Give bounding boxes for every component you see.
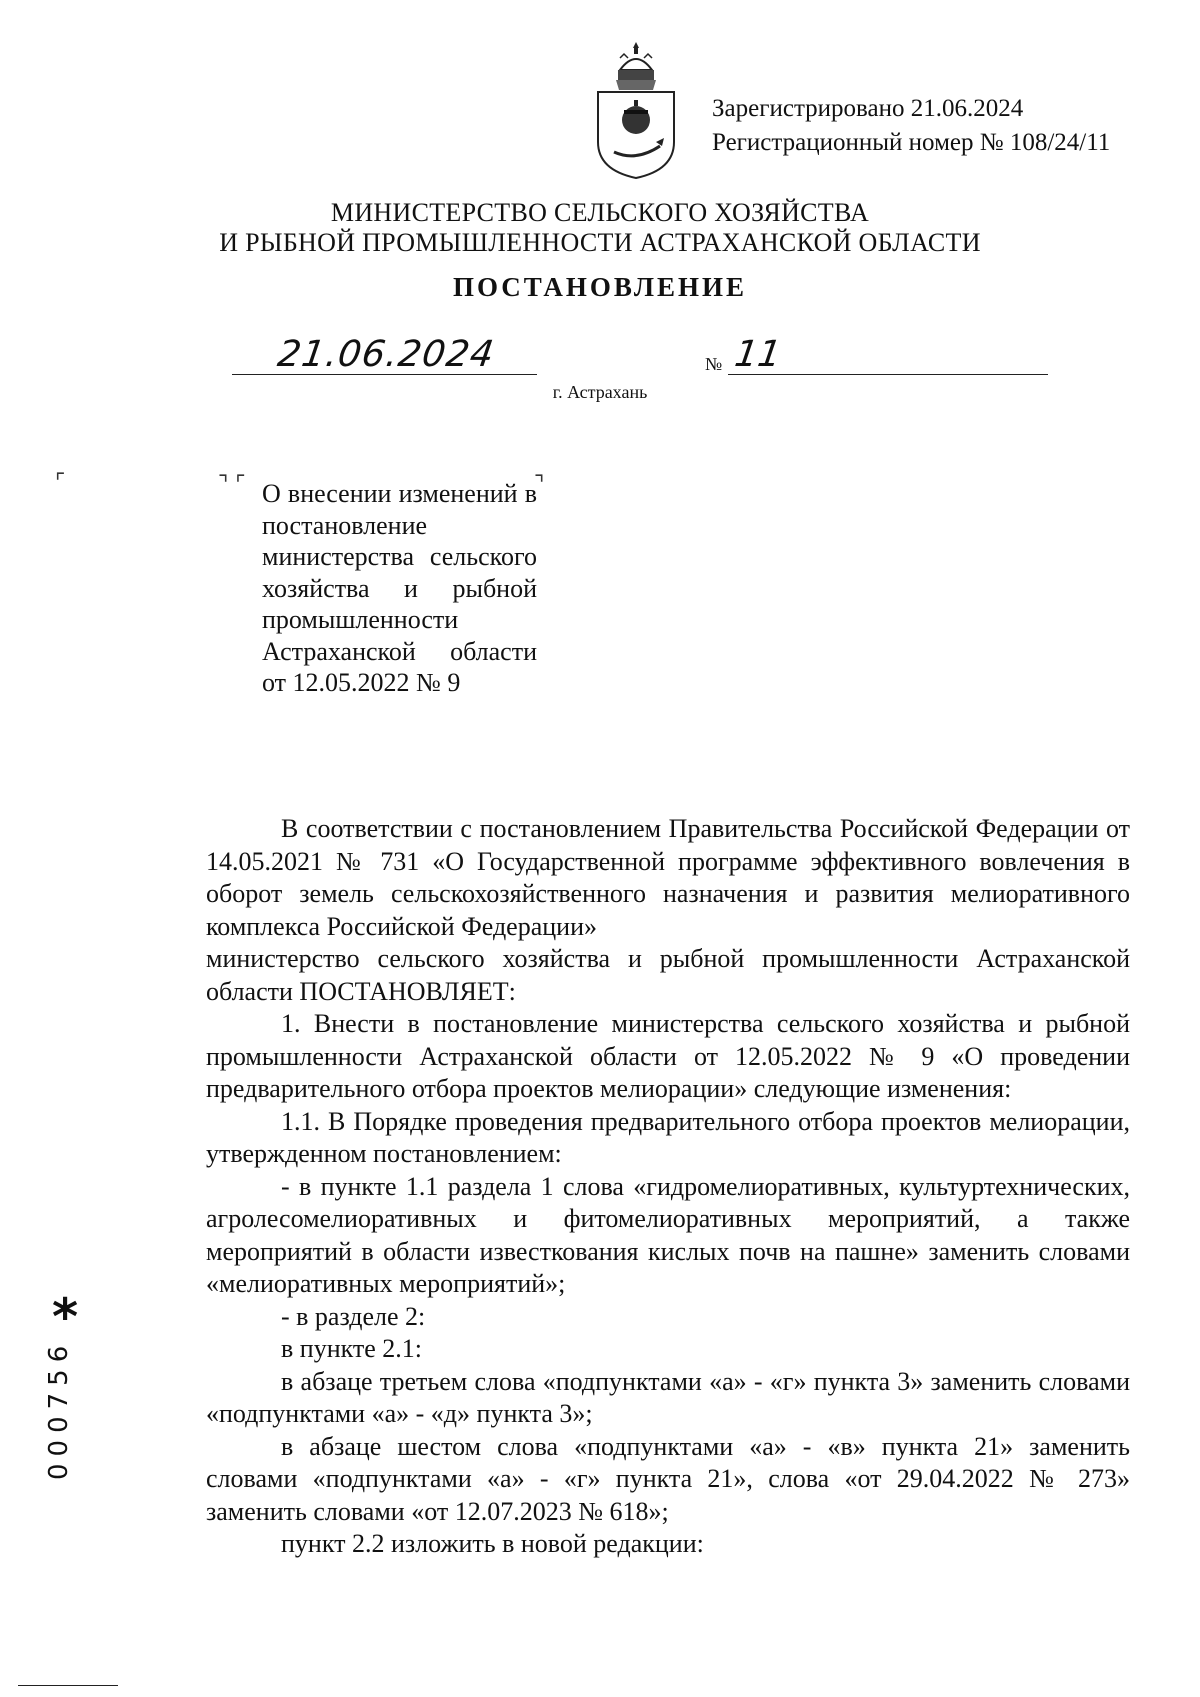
document-type: ПОСТАНОВЛЕНИЕ — [452, 272, 748, 302]
document-subject: О внесении изменений в постановление министерства сельского хозяйства и рыбной промышленности Астраханской области от 12.05.2022 № 9 — [262, 479, 537, 697]
city: г. Астрахань — [552, 382, 648, 402]
handwritten-number: 11 — [732, 334, 784, 375]
paragraph-abzac-3: в абзаце третьем слова «подпунктами «а» - «г» пункта 3» заменить словами «подпунктами «а» - «д» пункта 3»; — [206, 1366, 1130, 1428]
corner-bracket-mark: ⌜ — [55, 470, 66, 495]
bottom-margin-line — [18, 1685, 118, 1686]
paragraph-item-1-1: 1.1. В Порядке проведения предварительного отбора проектов мелиорации, утвержденном постановлением: — [206, 1106, 1130, 1168]
subject-bracket-right: ⌝ — [534, 472, 545, 497]
ministry-line-1: МИНИСТЕРСТВО СЕЛЬСКОГО ХОЗЯЙСТВА — [330, 198, 870, 227]
registration-number: Регистрационный номер № 108/24/11 — [712, 129, 1111, 156]
paragraph-point-2-1: в пункте 2.1: — [281, 1334, 423, 1363]
ministry-name — [0, 198, 1200, 258]
number-label: № — [705, 354, 723, 374]
handwritten-date: 21.06.2024 — [275, 334, 498, 375]
ministry-line-2: И РЫБНОЙ ПРОМЫШЛЕННОСТИ АСТРАХАНСКОЙ ОБЛАСТИ — [219, 228, 981, 257]
subject-bracket-left: ⌝ ⌜ — [218, 472, 246, 497]
date-underline — [232, 372, 537, 375]
margin-serial-number: 000756 — [44, 1338, 74, 1480]
coat-of-arms-emblem — [590, 40, 682, 180]
number-underline — [728, 372, 1048, 375]
margin-star-mark: * — [52, 1288, 79, 1346]
document-body — [206, 813, 1130, 1561]
registration-stamp — [712, 92, 1110, 160]
paragraph-resolves: министерство сельского хозяйства и рыбной промышленности Астраханской области ПОСТАНОВЛЯЕТ: — [206, 944, 1130, 1006]
paragraph-item-1: 1. Внести в постановление министерства сельского хозяйства и рыбной промышленности Астраханской области от 12.05.2022 № 9 «О проведении предварительного отбора проектов мелиорации» следующие изменения: — [206, 1009, 1130, 1103]
paragraph-point-2-2: пункт 2.2 изложить в новой редакции: — [281, 1529, 704, 1558]
paragraph-abzac-6: в абзаце шестом слова «подпунктами «а» - «в» пункта 21» заменить словами «подпунктами «а» - «г» пункта 21», слова «от 29.04.2022 № 273» заменить словами «от 12.07.2023 № 618»; — [206, 1431, 1130, 1526]
paragraph-section-2: - в разделе 2: — [281, 1301, 426, 1331]
registration-date: Зарегистрировано 21.06.2024 — [712, 95, 1024, 122]
paragraph-section-1-change: - в пункте 1.1 раздела 1 слова «гидромелиоративных, культуртехнических, агролесомелиоративных и фитомелиоративных мероприятий, а также мероприятий в области известкования кислых почв на пашне» заменить словами «мелиоративных мероприятий»; — [206, 1171, 1130, 1298]
paragraph-preamble: В соответствии с постановлением Правительства Российской Федерации от 14.05.2021 № 731 «О Государственной программе эффективного вовлечения в оборот земель сельскохозяйственного назначения и развития мелиоративного комплекса Российской Федерации» — [206, 814, 1130, 941]
